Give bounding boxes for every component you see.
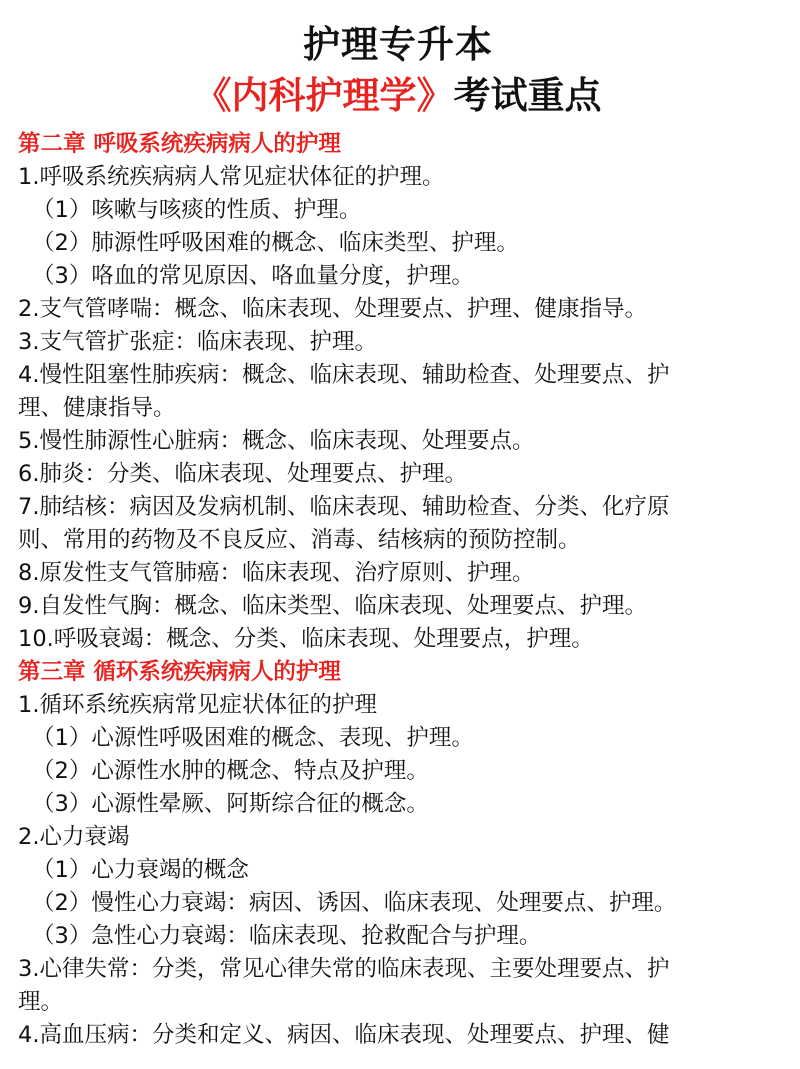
list-subitem: （3）心源性晕厥、阿斯综合征的概念。: [32, 791, 429, 817]
list-item: 3.支气管扩张症：临床表现、护理。: [18, 329, 377, 355]
list-subitem: （3）咯血的常见原因、咯血量分度，护理。: [32, 263, 474, 289]
list-item-continuation: 理、健康指导。: [18, 395, 176, 421]
list-item: 5.慢性肺源性心脏病：概念、临床表现、处理要点。: [18, 428, 535, 454]
list-subitem: （3）急性心力衰竭：临床表现、抢救配合与护理。: [32, 923, 542, 949]
section-chapter-2: [18, 128, 778, 656]
subtitle-rest: 考试重点: [453, 74, 602, 117]
subtitle-book-name: 《内科护理学》: [194, 74, 454, 117]
chapter-heading: 第二章 呼吸系统疾病病人的护理: [18, 131, 341, 157]
list-item: 6.肺炎：分类、临床表现、处理要点、护理。: [18, 461, 467, 487]
list-item: 3.心律失常：分类，常见心律失常的临床表现、主要处理要点、护: [18, 956, 670, 982]
list-item: 4.慢性阻塞性肺疾病：概念、临床表现、辅助检查、处理要点、护: [18, 362, 670, 388]
list-item: 2.支气管哮喘：概念、临床表现、处理要点、护理、健康指导。: [18, 296, 647, 322]
chapter-heading: 第三章 循环系统疾病病人的护理: [18, 659, 341, 685]
list-item: 1.呼吸系统疾病病人常见症状体征的护理。: [18, 164, 445, 190]
list-subitem: （2）慢性心力衰竭：病因、诱因、临床表现、处理要点、护理。: [32, 890, 677, 916]
page-title: 护理专升本: [303, 23, 493, 66]
list-subitem: （1）心力衰竭的概念: [32, 857, 249, 883]
list-subitem: （2）心源性水肿的概念、特点及护理。: [32, 758, 429, 784]
list-item: 7.肺结核：病因及发病机制、临床表现、辅助检查、分类、化疗原: [18, 494, 670, 520]
list-item: 4.高血压病：分类和定义、病因、临床表现、处理要点、护理、健: [18, 1022, 670, 1048]
list-item: 1.循环系统疾病常见症状体征的护理: [18, 692, 377, 718]
list-item: 8.原发性支气管肺癌：临床表现、治疗原则、护理。: [18, 560, 535, 586]
section-chapter-3: [18, 656, 778, 1052]
list-item: 10.呼吸衰竭：概念、分类、临床表现、处理要点，护理。: [18, 626, 594, 652]
page-subtitle: [18, 70, 778, 122]
list-subitem: （2）肺源性呼吸困难的概念、临床类型、护理。: [32, 230, 519, 256]
list-item-continuation: 则、常用的药物及不良反应、消毒、结核病的预防控制。: [18, 527, 581, 553]
list-item: 9.自发性气胸：概念、临床类型、临床表现、处理要点、护理。: [18, 593, 647, 619]
list-item-continuation: 理。: [18, 989, 64, 1015]
list-subitem: （1）咳嗽与咳痰的性质、护理。: [32, 197, 362, 223]
list-item: 2.心力衰竭: [18, 824, 130, 850]
list-subitem: （1）心源性呼吸困难的概念、表现、护理。: [32, 725, 474, 751]
